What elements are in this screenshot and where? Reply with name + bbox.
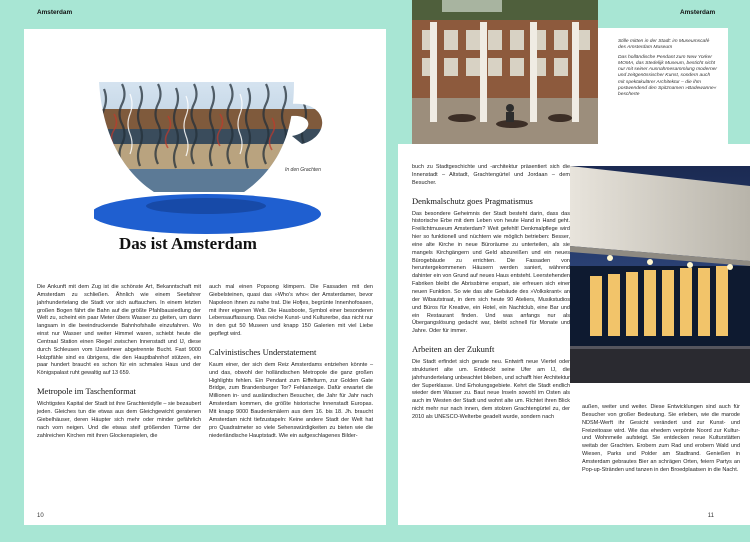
paragraph: auch mal einen Popsong klimpern. Die Fassaden mit den Giebelsteinen, quasi das »Who’s who« der Amsterdamer, bevor Napoleon ihnen zu nahe trat. Die Hofjes, begrünte Innenhofoasen, mit ihrer eigenen Welt. Die Hausboote, Symbol einer besonderen Lebensauffassung. Das reiche Kunst- und Kulturerbe, das nicht nur in den gut 50 Museen und knapp 150 Galerien mit viel Liebe gepflegt wird.: [209, 284, 373, 338]
section-heading: Arbeiten an der Zukunft: [412, 344, 495, 355]
left-page: [24, 29, 386, 525]
right-column-2: [582, 404, 740, 475]
teacup-illustration: [94, 74, 374, 244]
photo-captions: [598, 28, 728, 144]
stedelijk-museum-photo: [570, 166, 750, 383]
article-title: Das ist Amsterdam: [119, 234, 257, 253]
caption-stedelijk: Das holländische Pendant zum New Yorker MOMA, das Stedelijk Museum, besticht nicht nur mit seiner Ausnahmesammlung moderner und zeitgenössischer Kunst, sondern auch mit spektakulärer Architektur – die ihm postwendend den Spitznamen »Badewanne« bescherte: [618, 55, 718, 97]
paragraph: Wichtigstes Kapital der Stadt ist ihre Grachtenidylle – sie bezaubert jeden. Gleiches tun die etwas aus dem Gleichgewicht geratenen Giebelhäuser, deren Häupter sich mehr oder minder gefährlich nach vorn neigen. Und die etwas steif größenden Türme der zahlreichen Kirchen mit ihren Glockenspielen, die: [37, 401, 201, 439]
caption-museum-cafe: Stille mitten in der Stadt: im Museumscafé des Amsterdam Museum: [618, 39, 710, 51]
running-header-right: Amsterdam: [680, 9, 716, 16]
museum-cafe-photo: [412, 0, 598, 144]
page-number-left: 10: [37, 513, 44, 519]
left-column-1: [37, 284, 201, 440]
water-reflection-pattern: [94, 74, 344, 204]
illustration-caption: In den Grachten: [285, 167, 321, 173]
paragraph: Die Stadt erfindet sich gerade neu. Entwirft neue Viertel oder strukturiert alte um. Entdeckt seine Ufer am IJ, die jahrhundertelang unbeachtet blieben, und schafft hier Architektur der Superklasse. Und Erholungsgebiete. Kehrt die Stadt endlich wieder dem Wasser zu. Baut neue Inseln sowohl im Osten als auch im Westen der Stadt und wohnt alte um. Richtet ihren Blick nicht mehr nur nach innen, dem stolzen Grachtengürtel zu, der 2010 als UNESCO-Welterbe geadelt wurde, sondern nach: [412, 359, 570, 420]
section-heading: Calvinistisches Understatement: [209, 346, 317, 357]
paragraph: buch zu Stadtgeschichte und -architektur präsentiert sich die Innenstadt – Altstadt, Grachtengürtel und Jordaan – dem Besucher.: [412, 164, 570, 186]
paragraph: Kaum einer, der sich dem Reiz Amsterdams entziehen könnte – und das, obwohl der holländischen Metropole die ganz großen Highlights fehlen. Ein Pendant zum Eiffelturm, zur Golden Gate Bridge, zum Brandenburger Tor? Fehlanzeige. Dafür erwartet die Millionen in- und ausländischen Besucher, die Jahr für Jahr nach Amsterdam kommen, die größte historische Innenstadt Europas. Mit knapp 9000 Baudenkmälern aus dem 16. bis 18. Jh. braucht Amsterdam nicht tiefzustapeln: Keine andere Stadt der Welt hat pro Quadratmeter so viele Sehenswürdigkeiten zu bieten wie die niederländische Hauptstadt. Wie ein aufgeschlagenes Bilder-: [209, 361, 373, 439]
paragraph: Das besondere Geheimnis der Stadt besteht darin, dass das historische Erbe mit dem Leben von heute Hand in Hand geht. Freilichtmuseum Amsterdam? Weit gefehlt! Denkmalpflege wird hier so funktionell und nüchtern wie möglich betrieben: Besser, eine alte Kirche in neue Büroräume zu unterteilen, als sie mangels Kirchgängern und Geld abzureißen und ein neues Bürogebäude zu errichten. Die Fassaden von heruntergekommenen Häusern werden saniert, während dahinter ein von Grund auf neues Haus entsteht. Leerstehenden Fabriken bleibt die Abrissbirne erspart, sie erfreuen sich einer neuen Funktion. So wie das alte Gebäude des »Volkskrant« an der Wibautstraat, in dem sich heute 90 Ateliers, Musikstudios und Büros für Kreative, ein Hotel, ein Nachtclub, eine Bar und ein Restaurant finden. Und was anfangs nur als Übergangslösung gedacht war, bleibt schnell für Monate und Jahre. Oder für immer.: [412, 210, 570, 335]
left-column-2: [209, 284, 373, 440]
right-column-1: [412, 164, 570, 422]
section-heading: Metropole im Taschenformat: [37, 386, 136, 397]
running-header-left: Amsterdam: [37, 9, 73, 16]
page-number-right: 11: [707, 513, 714, 519]
paragraph: Die Ankunft mit dem Zug ist die schönste Art, Bekanntschaft mit Amsterdam zu schließen. Ähnlich wie einem Seefahrer jahrhundertelang die Stadt vor sich auftauchen. In einem letzten großen Bogen fährt die Bahn auf die größte Pfahlbausiedlung der Welt zu, scheint ein paar Meter übers Wasser zu gleiten, um dann langsam in die beeindruckende Bahnhofshalle einzufahren. Wo einst nur Wasser und weiter Himmel waren, schiebt heute die Centraal Station einen Riegel zwischen Innenstadt und IJ, diese durch Schleusen vom IJsselmeer abgetrennte Bucht. Fast 9000 Holzpfähle sind es übrigens, die den Hauptbahnhof stützen, ein paar hundert braucht es schon für ein schmales Haus und der Königspalast ruht gewaltig auf 13 659.: [37, 284, 201, 377]
paragraph: außen, weiter und weiter. Diese Entwicklungen sind auch für Besucher von großer Bedeutung. Sie erleben, wie die marode NDSM-Werft ihr Gesicht verändert und zur Kunst- und Freizeitoase wird. Wie das ehedem verpönte Noord zur Kultur- und Wohnmeile aufsteigt. Sie entdecken neue Kulturstätten weitab der Grachten. Erobern zum Rad und erobern Wald und Wiesen, Parks und Polder am Stadtrand. Genießen in Amsterdam gebrautes Bier an schrägen Orten, feiern Partys an Pop-up-Stränden und tanzen in den Broedplaatsen in die Nacht.: [582, 404, 740, 473]
section-heading: Denkmalschutz goes Pragmatismus: [412, 195, 533, 206]
